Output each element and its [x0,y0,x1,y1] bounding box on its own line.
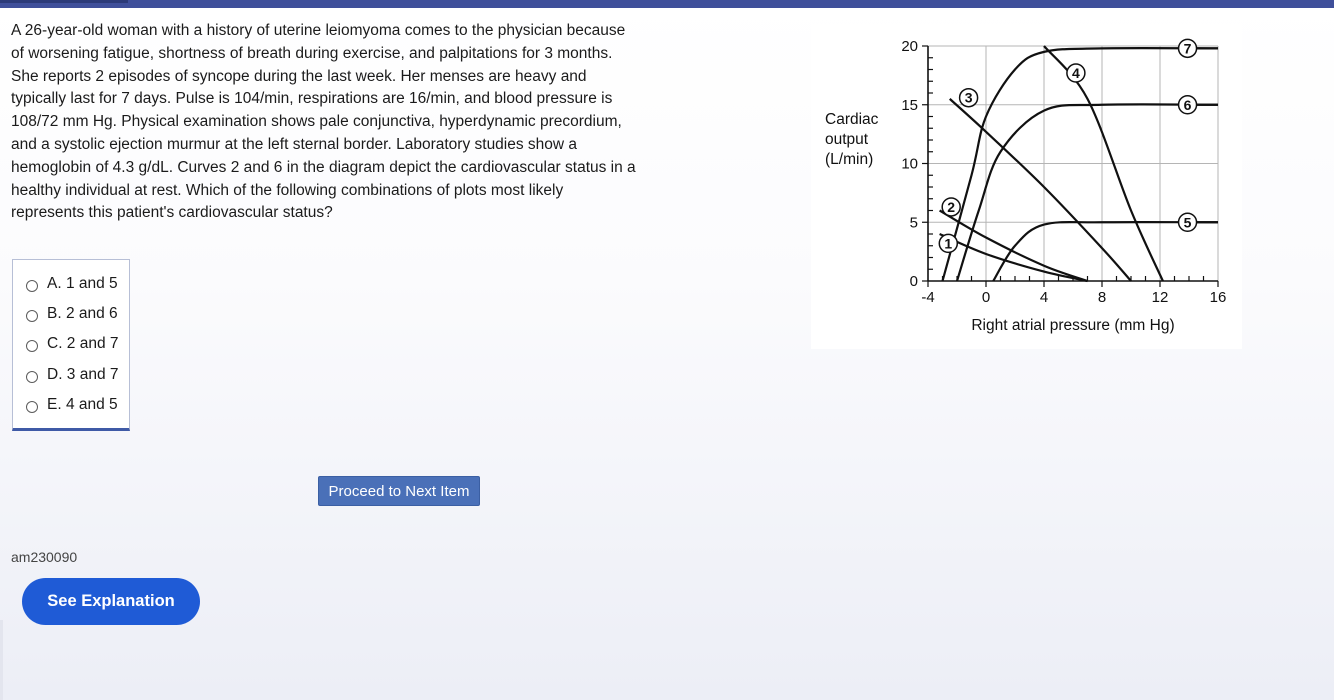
proceed-to-next-item-button[interactable]: Proceed to Next Item [318,476,480,506]
radio-button[interactable] [26,340,38,352]
curve-label-1 [939,234,957,252]
answer-label: C. 2 and 7 [47,335,119,352]
curve-label-text: 3 [964,89,973,106]
y-tick-label: 10 [901,155,918,173]
radio-button[interactable] [26,310,38,322]
curve-7 [943,48,1219,281]
x-tick-label: 12 [1151,289,1169,306]
curve-label-text: 6 [1183,96,1192,113]
question-line: 108/72 mm Hg. Physical examination shows pale conjunctiva, hyperdynamic precordium, [11,113,622,131]
answer-label: D. 3 and 7 [47,366,119,383]
question-line: A 26-year-old woman with a history of uterine leiomyoma comes to the physician because [11,22,626,39]
curve-label-5 [1179,213,1197,231]
y-axis-label-line: Cardiac [825,111,879,128]
curve-label-text: 2 [947,198,956,215]
curve-label-text: 1 [944,235,953,252]
answer-option-e[interactable] [13,392,129,420]
answer-option-d[interactable] [13,362,129,390]
curve-6 [957,104,1218,281]
edge-divider [0,620,3,700]
x-tick-label: 0 [981,289,991,306]
x-tick-label: 4 [1039,289,1049,306]
question-stem [11,20,681,225]
curve-label-4 [1067,64,1085,82]
y-tick-label: 20 [901,38,918,55]
x-tick-label: 8 [1097,289,1107,306]
answer-label: E. 4 and 5 [47,396,118,413]
question-line: She reports 2 episodes of syncope during the last week. Her menses are heavy and [11,67,587,85]
answer-label: B. 2 and 6 [47,305,118,322]
curve-label-2 [942,198,960,216]
curve-3 [950,99,1131,281]
y-tick-label: 0 [909,273,918,290]
x-axis-label: Right atrial pressure (mm Hg) [971,317,1175,334]
question-line: of worsening fatigue, shortness of breath during exercise, and palpitations for 3 months. [11,44,613,62]
see-explanation-button[interactable]: See Explanation [22,578,200,625]
curve-label-6 [1179,96,1197,114]
curve-label-7 [1179,39,1197,57]
y-axis-label-line: output [825,131,869,148]
curve-labels [939,39,1218,252]
curve-label-text: 5 [1183,214,1192,231]
x-tick-label: -4 [921,289,935,306]
chart-ticks [901,38,1226,306]
top-bar [0,0,1334,8]
curve-label-3 [960,89,978,107]
question-line: represents this patient's cardiovascular status? [11,204,333,222]
question-line: healthy individual at rest. Which of the following combinations of plots most likely [11,181,564,199]
radio-button[interactable] [26,371,38,383]
x-tick-label: 16 [1209,289,1227,306]
question-line: hemoglobin of 4.3 g/dL. Curves 2 and 6 in the diagram depict the cardiovascular status in a [11,158,636,176]
tab-indicator [0,0,128,3]
question-line: typically last for 7 days. Pulse is 104/min, respirations are 16/min, and blood pressure is [11,90,613,108]
question-id: am230090 [11,549,78,565]
venous-return-chart [811,24,1242,349]
curve-label-text: 4 [1072,65,1080,82]
y-tick-label: 5 [909,214,918,232]
answer-option-a[interactable] [13,271,129,299]
radio-button[interactable] [26,401,38,413]
answer-option-b[interactable] [13,301,129,329]
cardiac-output-figure [811,24,1242,349]
y-axis-label-line: (L/min) [825,151,874,168]
radio-button[interactable] [26,280,38,292]
answer-choices [12,259,130,431]
question-line: and a systolic ejection murmur at the left sternal border. Laboratory studies show a [11,135,578,153]
answer-option-c[interactable] [13,331,129,359]
answer-label: A. 1 and 5 [47,275,118,292]
curve-label-text: 7 [1183,40,1192,57]
y-tick-label: 15 [901,96,918,114]
